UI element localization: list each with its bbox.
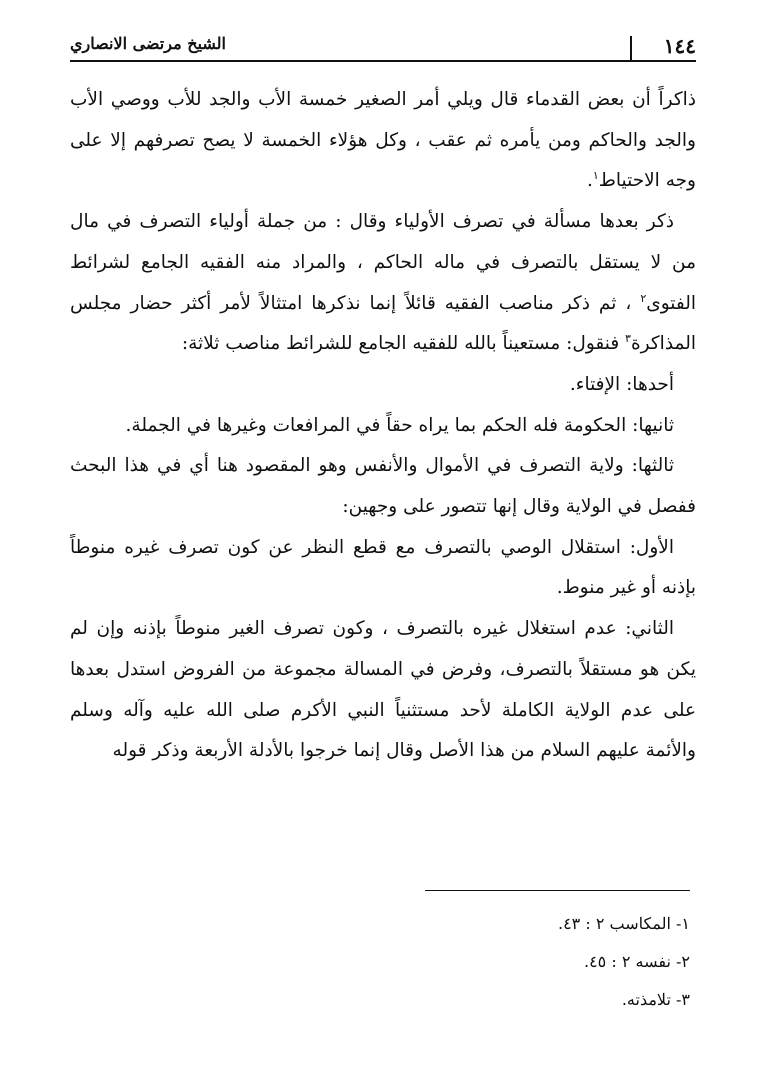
paragraph-1: ذاكراً أن بعض القدماء قال ويلي أمر الصغير خمسة الأب والجد للأب ووصي الأب والجد والحاكم ومن يأمره ثم عقب ، وكل هؤلاء الخمسة لا يصح تصرفهم إلا على وجه الاحتياط$^١$.: [70, 89, 696, 192]
page-number: ١٤٤: [663, 34, 696, 58]
header-tick-mark: [630, 36, 632, 60]
footnote-ref-1: ١: [592, 169, 599, 183]
body-text: [70, 80, 696, 772]
footnotes: [420, 905, 690, 1019]
aspect-first: الأول: استقلال الوصي بالتصرف مع قطع النظر عن كون تصرف غيره منوطاً بإذنه أو غير منوط.: [70, 536, 696, 599]
item-second-position: ثانيها: الحكومة فله الحكم بما يراه حقاً في المرافعات وغيرها في الجملة.: [125, 414, 674, 436]
footnote-ref-3: ٣: [625, 332, 631, 346]
header-rule: [70, 60, 696, 62]
item-first-position: أحدها: الإفتاء.: [569, 373, 674, 395]
running-title: الشيخ مرتضى الانصاري: [70, 34, 226, 53]
aspect-second: الثاني: عدم استغلال غيره بالتصرف ، وكون تصرف الغير منوطاً بإذنه وإن لم يكن هو مستقلاً بالتصرف، وفرض في المسالة مجموعة من الفروض استدل بعدها على عدم الولاية الكاملة لأحد مستثنياً النبي الأكرم صلى الله عليه وآله وسلم والأئمة عليهم السلام من هذا الأصل وقال إنما خرجوا بالأدلة الأربعة وذكر قوله: [70, 618, 696, 762]
footnote-separator: [425, 890, 690, 891]
item-third-position: ثالثها: ولاية التصرف في الأموال والأنفس وهو المقصود هنا أي في هذا البحث ففصل في الولاية وقال إنها تتصور على وجهين:: [70, 455, 696, 518]
paragraph-2: ذكر بعدها مسألة في تصرف الأولياء وقال : من جملة أولياء التصرف في مال من لا يستقل بالتصرف في ماله الحاكم ، والمراد منه الفقيه الجامع لشرائط الفتوى$^٢$ ، ثم ذكر مناصب الفقيه قائلاً إنما نذكرها امتثالاً لأمر أكثر حضار مجلس المذاكرة$^٣$ فنقول: مستعيناً بالله للفقيه الجامع للشرائط مناصب ثلاثة:: [70, 211, 696, 355]
footnote-2: ٢- نفسه ٢ : ٤٥.: [583, 952, 690, 971]
footnote-3: ٣- تلامذته.: [621, 990, 690, 1009]
footnote-ref-2: ٢: [640, 291, 647, 305]
footnote-1: ١- المكاسب ٢ : ٤٣.: [557, 914, 690, 933]
running-header: [70, 32, 696, 66]
